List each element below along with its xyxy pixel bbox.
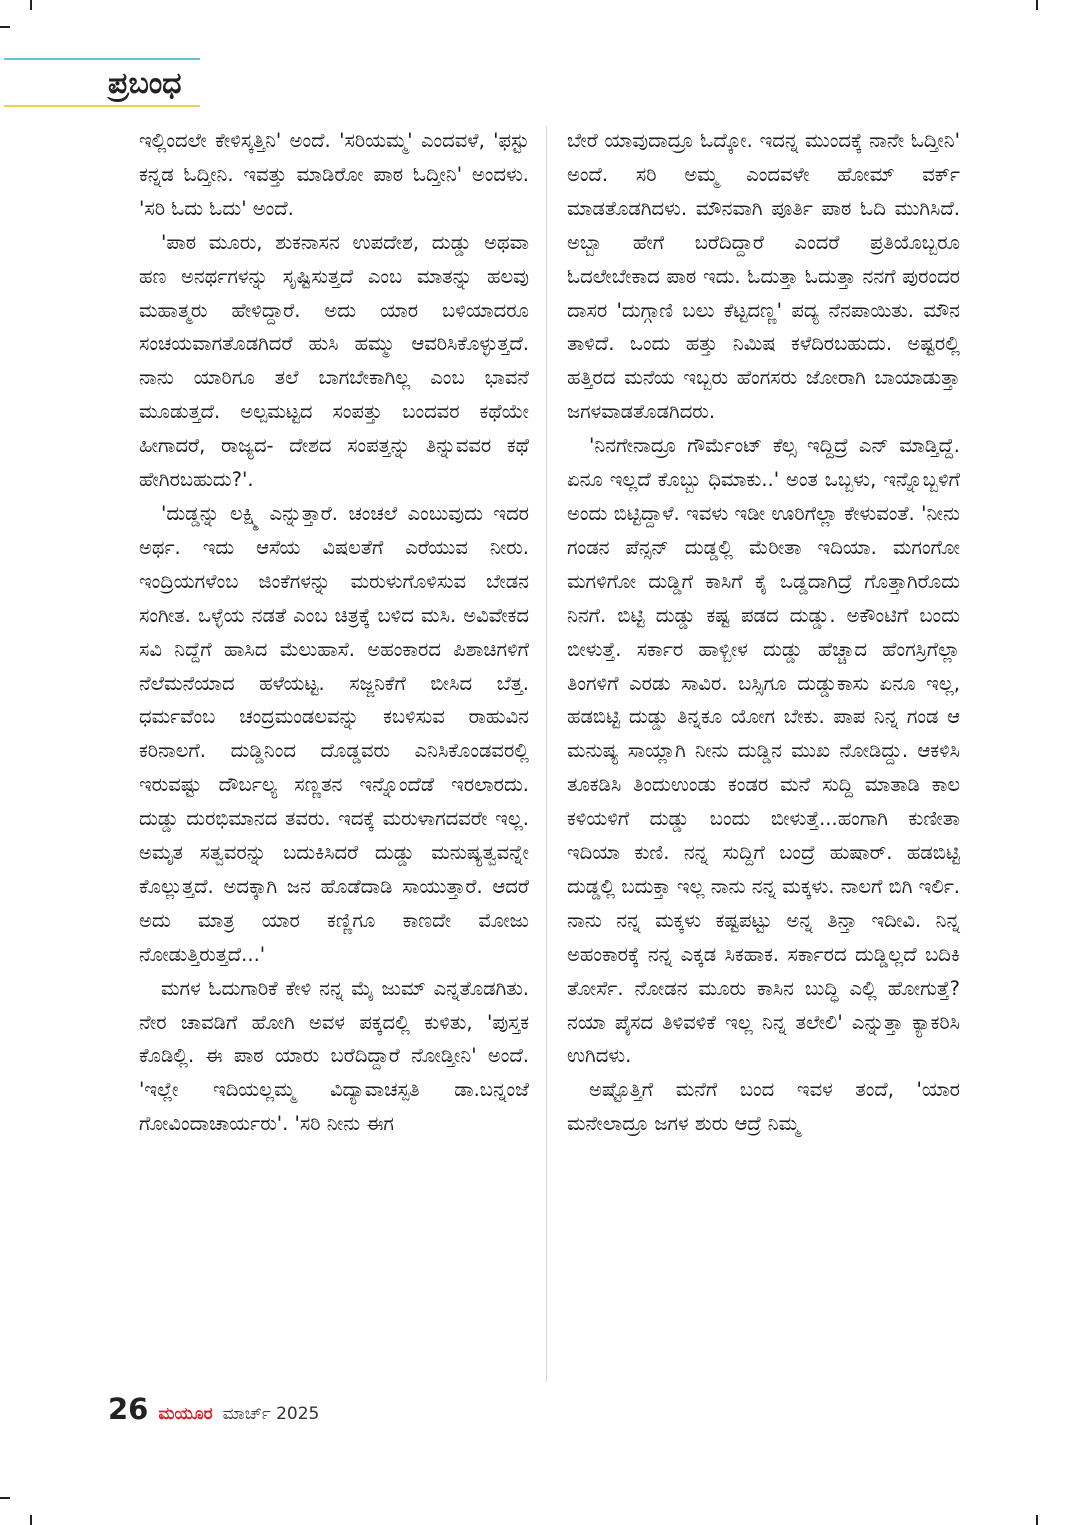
crop-mark — [1036, 0, 1038, 10]
page-footer — [108, 1392, 319, 1428]
page-number: 26 — [108, 1392, 149, 1426]
crop-mark — [30, 1515, 32, 1525]
crop-mark — [1036, 1515, 1038, 1525]
column-divider — [546, 126, 547, 1382]
paragraph: 'ಪಾಠ ಮೂರು, ಶುಕನಾಸನ ಉಪದೇಶ, ದುಡ್ಡು ಅಥವಾ ಹಣ ಅನರ್ಥಗಳನ್ನು ಸೃಷ್ಟಿಸುತ್ತದೆ ಎಂಬ ಮಾತನ್ನು ಹಲವು ಮಹಾತ್ಮರು ಹೇಳಿದ್ದಾರೆ. ಅದು ಯಾರ ಬಳಿಯಾದರೂ ಸಂಚಯವಾಗತೊಡಗಿದರೆ ಹುಸಿ ಹಮ್ಮು ಆವರಿಸಿಕೊಳ್ಳುತ್ತದೆ. ನಾನು ಯಾರಿಗೂ ತಲೆ ಬಾಗಬೇಕಾಗಿಲ್ಲ ಎಂಬ ಭಾವನೆ ಮೂಡುತ್ತದೆ. ಅಲ್ಪಮಟ್ಟದ ಸಂಪತ್ತು ಬಂದವರ ಕಥೆಯೇ ಹೀಗಾದರೆ, ರಾಜ್ಯದ- ದೇಶದ ಸಂಪತ್ತನ್ನು ತಿನ್ನುವವರ ಕಥೆ ಹೇಗಿರಬಹುದು?'. — [139, 230, 529, 492]
paragraph: 'ದುಡ್ಡನ್ನು ಲಕ್ಷ್ಮಿ ಎನ್ನುತ್ತಾರೆ. ಚಂಚಲೆ ಎಂಬುವುದು ಇದರ ಅರ್ಥ. ಇದು ಆಸೆಯ ವಿಷಲತೆಗೆ ಎರೆಯುವ ನೀರು. ಇಂದ್ರಿಯಗಳೆಂಬ ಜಿಂಕೆಗಳನ್ನು ಮರುಳುಗೊಳಿಸುವ ಬೇಡನ ಸಂಗೀತ. ಒಳ್ಳೆಯ ನಡತೆ ಎಂಬ ಚಿತ್ರಕ್ಕೆ ಬಳಿದ ಮಸಿ. ಅವಿವೇಕದ ಸವಿ ನಿದ್ದೆಗೆ ಹಾಸಿದ ಮೆಲುಹಾಸೆ. ಅಹಂಕಾರದ ಪಿಶಾಚಿಗಳಿಗೆ ನೆಲೆಮನೆಯಾದ ಹಳೆಯಟ್ಟ. ಸಜ್ಜನಿಕೆಗೆ ಬೀಸಿದ ಬೆತ್ತ. ಧರ್ಮವೆಂಬ ಚಂದ್ರಮಂಡಲವನ್ನು ಕಬಳಿಸುವ ರಾಹುವಿನ ಕರಿನಾಲಗೆ. ದುಡ್ಡಿನಿಂದ ದೊಡ್ಡವರು ಎನಿಸಿಕೊಂಡವರಲ್ಲಿ ಇರುವಷ್ಟು ದೌರ್ಬಲ್ಯ ಸಣ್ಣತನ ಇನ್ನೊಂದೆಡೆ ಇರಲಾರದು. ದುಡ್ಡು ದುರಭಿಮಾನದ ತವರು. ಇದಕ್ಕೆ ಮರುಳಾಗದವರೇ ಇಲ್ಲ. ಅಮೃತ ಸತ್ವವರನ್ನು ಬದುಕಿಸಿದರೆ ದುಡ್ಡು ಮನುಷ್ಯತ್ವವನ್ನೇ ಕೊಲ್ಲುತ್ತದೆ. ಅದಕ್ಕಾಗಿ ಜನ ಹೊಡೆದಾಡಿ ಸಾಯುತ್ತಾರೆ. ಆದರೆ ಅದು ಮಾತ್ರ ಯಾರ ಕಣ್ಣಿಗೂ ಕಾಣದೇ ಮೋಜು ನೋಡುತ್ತಿರುತ್ತದೆ...' — [139, 501, 529, 966]
crop-mark — [0, 26, 10, 28]
crop-mark — [30, 0, 32, 10]
header-rule-bottom — [4, 105, 200, 107]
paragraph: ಇಲ್ಲಿಂದಲೇ ಕೇಳಿಸ್ಕತ್ತಿನಿ' ಅಂದೆ. 'ಸರಿಯಮ್ಮ' ಎಂದವಳೆ, 'ಫಸ್ಟು ಕನ್ನಡ ಓದ್ತೀನಿ. ಇವತ್ತು ಮಾಡಿರೋ ಪಾಠ ಓದ್ತೀನಿ' ಅಂದಳು. 'ಸರಿ ಓದು ಓದು' ಅಂದೆ. — [139, 129, 529, 220]
paragraph: ಅಷ್ಟೊತ್ತಿಗೆ ಮನೆಗೆ ಬಂದ ಇವಳ ತಂದೆ, 'ಯಾರ ಮನೇಲಾದ್ರೂ ಜಗಳ ಶುರು ಆದ್ರೆ ನಿಮ್ಮ — [567, 1078, 960, 1136]
article-column-right — [567, 124, 960, 1141]
magazine-logo: ಮಯೂರ — [158, 1404, 213, 1424]
header-rule-top — [4, 58, 200, 60]
paragraph: ಬೇರೆ ಯಾವುದಾದ್ರೂ ಓದ್ಕೋ. ಇದನ್ನ ಮುಂದಕ್ಕೆ ನಾನೇ ಓದ್ತೀನಿ' ಅಂದೆ. ಸರಿ ಅಮ್ಮ ಎಂದವಳೇ ಹೋಮ್ ವರ್ಕ್ ಮಾಡತೊಡಗಿದಳು. ಮೌನವಾಗಿ ಪೂರ್ತಿ ಪಾಠ ಓದಿ ಮುಗಿಸಿದೆ. ಅಬ್ಬಾ ಹೇಗೆ ಬರೆದಿದ್ದಾರೆ ಎಂದರೆ ಪ್ರತಿಯೊಬ್ಬರೂ ಓದಲೇಬೇಕಾದ ಪಾಠ ಇದು. ಓದುತ್ತಾ ಓದುತ್ತಾ ನನಗೆ ಪುರಂದರ ದಾಸರ 'ದುಗ್ಗಾಣಿ ಬಲು ಕೆಟ್ಟದಣ್ಣ' ಪದ್ಯ ನೆನಪಾಯಿತು. ಮೌನ ತಾಳಿದೆ. ಒಂದು ಹತ್ತು ನಿಮಿಷ ಕಳೆದಿರಬಹುದು. ಅಷ್ಟರಲ್ಲಿ ಹತ್ತಿರದ ಮನೆಯ ಇಬ್ಬರು ಹೆಂಗಸರು ಜೋರಾಗಿ ಬಾಯಾಡುತ್ತಾ ಜಗಳವಾಡತೊಡಗಿದರು. — [567, 129, 960, 424]
crop-mark — [0, 1497, 10, 1499]
issue-date: ಮಾರ್ಚ್ 2025 — [222, 1404, 320, 1424]
paragraph: ಮಗಳ ಓದುಗಾರಿಕೆ ಕೇಳಿ ನನ್ನ ಮೈ ಜುಮ್ ಎನ್ನತೊಡಗಿತು. ನೇರ ಚಾವಡಿಗೆ ಹೋಗಿ ಅವಳ ಪಕ್ಕದಲ್ಲಿ ಕುಳಿತು, 'ಪುಸ್ತಕ ಕೊಡಿಲ್ಲಿ. ಈ ಪಾಠ ಯಾರು ಬರೆದಿದ್ದಾರೆ ನೋಡ್ತೀನಿ' ಅಂದೆ. 'ಇಲ್ಲೇ ಇದಿಯಲ್ಲಮ್ಮ ವಿದ್ಯಾವಾಚಸ್ಪತಿ ಡಾ.ಬನ್ನಂಜೆ ಗೋವಿಂದಾಚಾರ್ಯರು'. 'ಸರಿ ನೀನು ಈಗ — [139, 976, 529, 1136]
article-column-left — [139, 124, 529, 1141]
paragraph: 'ನಿನಗೇನಾದ್ರೂ ಗೌರ್ಮೆಂಟ್ ಕೆಲ್ಸ ಇದ್ದಿದ್ರೆ ಎನ್ ಮಾಡ್ತಿದ್ದೆ. ಏನೂ ಇಲ್ಲದೆ ಕೊಬ್ಬು ಧಿಮಾಕು..' ಅಂತ ಒಬ್ಬಳು, ಇನ್ನೊಬ್ಬಳಿಗೆ ಅಂದು ಬಿಟ್ಟಿದ್ದಾಳೆ. ಇವಳು ಇಡೀ ಊರಿಗೆಲ್ಲಾ ಕೇಳುವಂತೆ. 'ನೀನು ಗಂಡನ ಪೆನ್ಸನ್ ದುಡ್ಡಲ್ಲಿ ಮೆರೀತಾ ಇದಿಯಾ. ಮಗಂಗೋ ಮಗಳಿಗೋ ದುಡ್ಡಿಗೆ ಕಾಸಿಗೆ ಕೈ ಒಡ್ಡದಾಗಿದ್ರೆ ಗೊತ್ತಾಗಿರೊದು ನಿನಗೆ. ಬಿಟ್ಟಿ ದುಡ್ಡು ಕಷ್ಟ ಪಡದ ದುಡ್ಡು. ಅಕೌಂಟಿಗೆ ಬಂದು ಬೀಳುತ್ತೆ. ಸರ್ಕಾರ ಹಾಳ್ಬೀಳ ದುಡ್ಡು ಹೆಚ್ಚಾದ ಹೆಂಗಸ್ರಿಗೆಲ್ಲಾ ತಿಂಗಳಿಗೆ ಎರಡು ಸಾವಿರ. ಬಸ್ಸಿಗೂ ದುಡ್ಡುಕಾಸು ಏನೂ ಇಲ್ಲ, ಹಡಬಿಟ್ಟಿ ದುಡ್ಡು ತಿನ್ನಕೂ ಯೋಗ ಬೇಕು. ಪಾಪ ನಿನ್ನ ಗಂಡ ಆ ಮನುಷ್ಯ ಸಾಯ್ಲಾಗಿ ನೀನು ದುಡ್ಡಿನ ಮುಖ ನೋಡಿದ್ದು. ಆಕಳಿಸಿ ತೂಕಡಿಸಿ ತಿಂದುಉಂಡು ಕಂಡರ ಮನೆ ಸುದ್ದಿ ಮಾತಾಡಿ ಕಾಲ ಕಳಿಯಳಿಗೆ ದುಡ್ಡು ಬಂದು ಬೀಳುತ್ತೆ...ಹಂಗಾಗಿ ಕುಣೀತಾ ಇದಿಯಾ ಕುಣಿ. ನನ್ನ ಸುದ್ದಿಗೆ ಬಂದ್ರೆ ಹುಷಾರ್. ಹಡಬಿಟ್ಟಿ ದುಡ್ಡಲ್ಲಿ ಬದುಕ್ತಾ ಇಲ್ಲ ನಾನು ನನ್ನ ಮಕ್ಕಳು. ನಾಲಗೆ ಬಿಗಿ ಇರ್ಲಿ. ನಾನು ನನ್ನ ಮಕ್ಕಳು ಕಷ್ಟಪಟ್ಟು ಅನ್ನ ತಿನ್ತಾ ಇದೀವಿ. ನಿನ್ನ ಅಹಂಕಾರಕ್ಕೆ ನನ್ನ ಎಕ್ಕಡ ಸಿಕಹಾಕ. ಸರ್ಕಾರದ ದುಡ್ಡಿಲ್ಲದೆ ಬದಿಕಿ ತೋರ್ಸೆ. ನೋಡನ ಮೂರು ಕಾಸಿನ ಬುದ್ಧಿ ಎಲ್ಲಿ ಹೋಗುತ್ತೆ? ನಯಾ ಪೈಸದ ತಿಳಿವಳಿಕೆ ಇಲ್ಲ ನಿನ್ನ ತಲೇಲಿ' ಎನ್ನುತ್ತಾ ಕ್ಯಾಕರಿಸಿ ಉಗಿದಳು. — [567, 434, 960, 1068]
section-title: ಪ್ರಬಂಧ — [108, 66, 182, 101]
